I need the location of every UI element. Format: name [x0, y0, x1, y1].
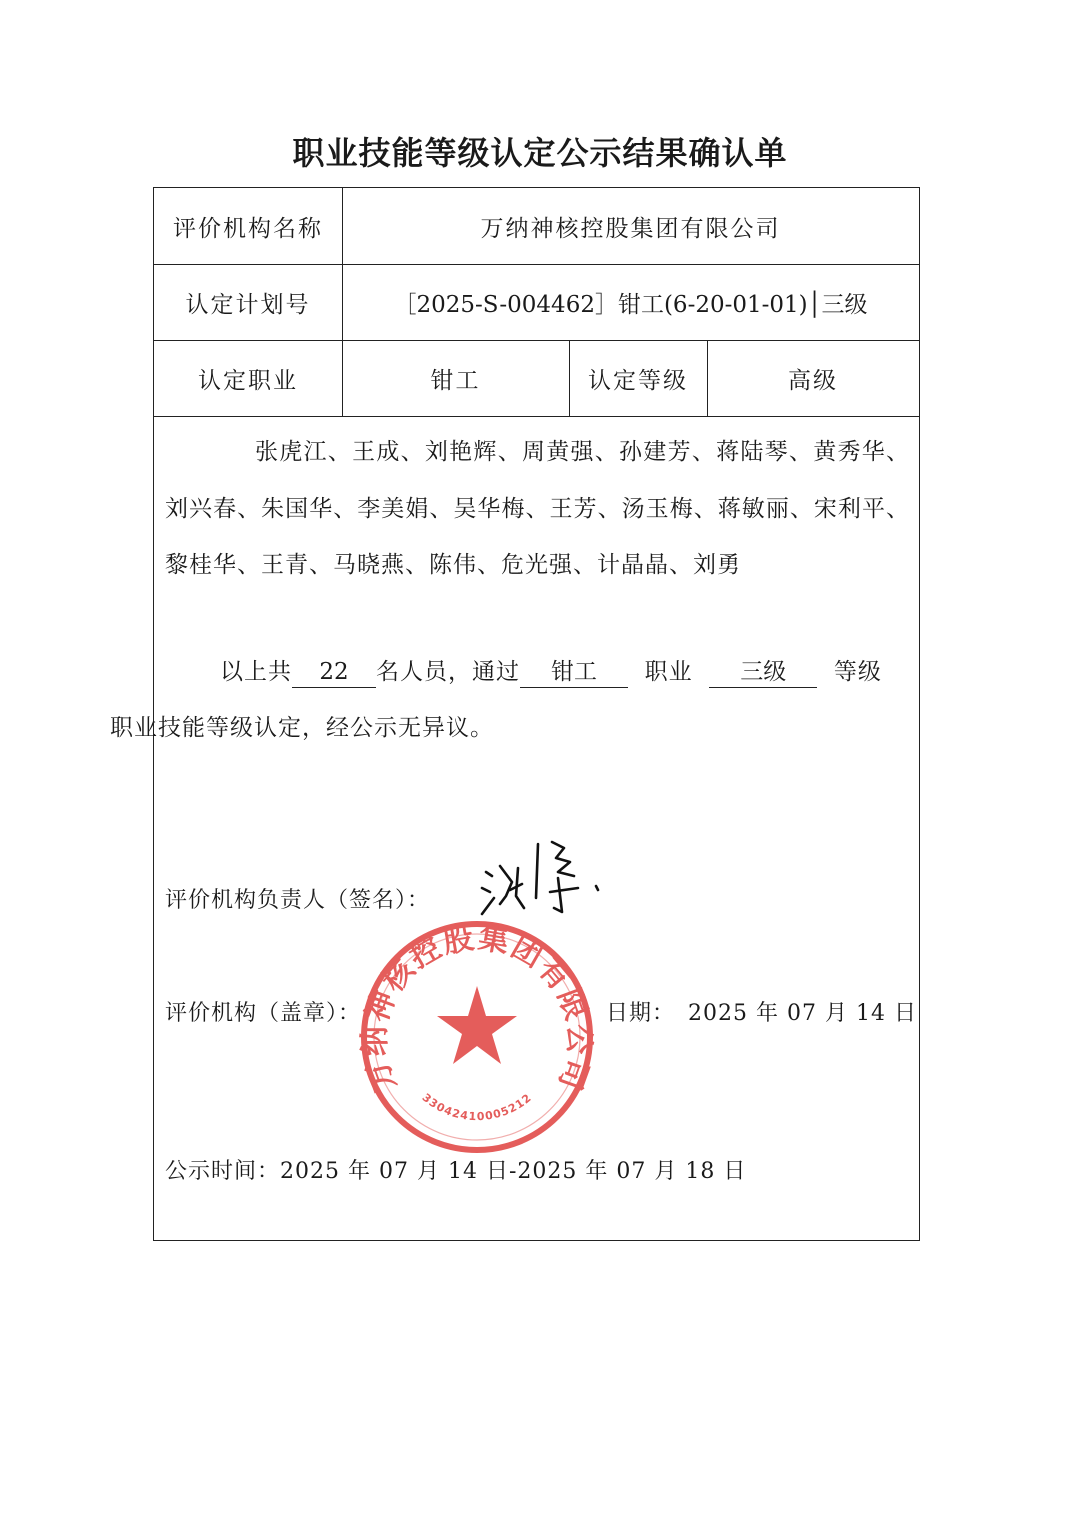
summary-paragraph: [110, 644, 910, 756]
publicity-value: 2025 年 07 月 14 日-2025 年 07 月 18 日: [280, 1159, 747, 1184]
certified-names-list: 张虎江、王成、刘艳辉、周黄强、孙建芳、蒋陆琴、黄秀华、刘兴春、朱国华、李美娟、吴华梅、王芳、汤玉梅、蒋敏丽、宋利平、黎桂华、王青、马晓燕、陈伟、危光强、计晶晶、刘勇: [165, 439, 910, 578]
seal-text: 万纳神核控股集团有限公司: [357, 920, 597, 1096]
level-label: 认定等级: [588, 367, 688, 394]
occupation-label: 认定职业: [198, 367, 298, 394]
star-icon: [437, 986, 517, 1064]
date-value: 2025 年 07 月 14 日: [688, 1001, 917, 1026]
org-name-value: 万纳神核控股集团有限公司: [480, 215, 781, 242]
seal-graphic: [358, 921, 596, 1150]
publicity-label: 公示时间：: [165, 1159, 281, 1184]
leader-signature-label: 评价机构负责人（签名）：: [165, 888, 431, 913]
plan-number-value: ［2025-S-004462］钳工(6-20-01-01)│三级: [393, 291, 868, 318]
handwritten-signature: [478, 838, 610, 920]
level-value: 高级: [788, 367, 838, 394]
svg-text:33042410005212: [420, 1091, 535, 1123]
summary-occupation: 钳工: [520, 657, 628, 688]
summary-prefix: 以上共: [220, 659, 292, 685]
publicity-period: [165, 1154, 746, 1185]
date-label: 日期：: [606, 1001, 676, 1026]
summary-middle: 名人员，通过: [376, 659, 520, 685]
org-stamp-label: 评价机构（盖章）：: [165, 1001, 362, 1026]
summary-suffix: 等级: [833, 659, 882, 685]
summary-level: 三级: [709, 657, 817, 688]
summary-conclusion: 职业技能等级认定，经公示无异议。: [110, 715, 494, 741]
official-seal-stamp: [355, 918, 599, 1156]
summary-middle-2: 职业: [644, 659, 693, 685]
plan-number-label: 认定计划号: [185, 291, 311, 318]
org-name-label: 评价机构名称: [173, 215, 323, 242]
page-title: 职业技能等级认定公示结果确认单: [292, 134, 788, 172]
row-divider: [154, 416, 919, 417]
occupation-value: 钳工: [430, 367, 481, 394]
summary-count: 22: [292, 657, 376, 688]
seal-code: 33042410005212: [419, 1090, 535, 1124]
